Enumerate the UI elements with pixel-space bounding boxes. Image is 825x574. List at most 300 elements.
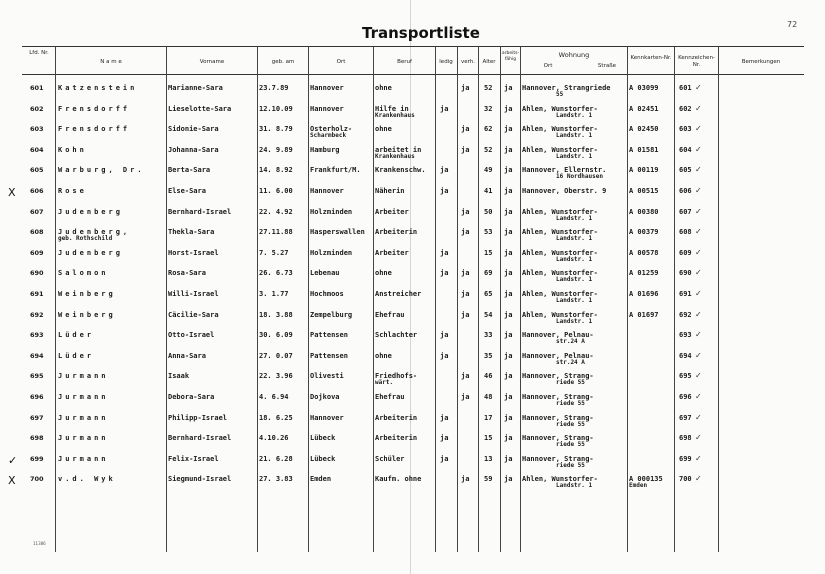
given-name-cell: Thekla-Sara bbox=[168, 228, 215, 237]
mark-number-cell: 693 bbox=[679, 331, 692, 340]
mark-number-cell: 608 bbox=[679, 228, 692, 237]
birth-place-cell: Holzminden bbox=[310, 248, 353, 257]
occupation-cell: Anstreicher bbox=[375, 290, 422, 298]
table-row bbox=[0, 350, 825, 370]
occupation-cell: Arbeiterin bbox=[375, 228, 418, 237]
check-mark-icon: ✓ bbox=[695, 228, 702, 237]
age-cell: 52 bbox=[484, 84, 493, 92]
header-wohnung: Wohnung bbox=[558, 51, 590, 59]
birth-place-cell: Holzminden bbox=[310, 207, 353, 216]
row-number: 697 bbox=[30, 413, 44, 422]
page-number: 72 bbox=[787, 20, 798, 29]
birth-place-cell: Pattensen bbox=[310, 331, 348, 340]
residence-line2-cell: riede 55 bbox=[556, 461, 585, 469]
residence-cell: Ahlen, Wunstorfer- bbox=[522, 104, 598, 113]
check-mark-icon: ✓ bbox=[695, 413, 702, 422]
birth-place-cell: Hannover bbox=[310, 187, 344, 195]
residence-cell: Ahlen, Wunstorfer- bbox=[522, 269, 598, 278]
table-row bbox=[0, 267, 825, 287]
id-card-cell: A 01259 bbox=[629, 269, 659, 278]
surname-cell: Warburg, Dr. bbox=[58, 166, 145, 175]
surname-cell: Judenberg, bbox=[58, 228, 131, 237]
occupation-cell: arbeitet in bbox=[375, 145, 422, 154]
residence-cell: Hannover, Pelnau- bbox=[522, 331, 594, 340]
residence-line2-cell: Landstr. 1 bbox=[556, 132, 593, 140]
birth-place-cell: Olivesti bbox=[310, 372, 344, 381]
age-cell: 17 bbox=[484, 413, 493, 422]
surname-cell: Lüder bbox=[58, 351, 95, 360]
married-cell: ja bbox=[461, 207, 470, 216]
fit-for-work-cell: ja bbox=[504, 125, 513, 134]
occupation-cell: Arbeiter bbox=[375, 207, 409, 216]
given-name-cell: Cäcilie-Sara bbox=[168, 310, 219, 319]
residence-cell: Ahlen, Wunstorfer- bbox=[522, 248, 598, 257]
surname-cell: Weinberg bbox=[58, 310, 116, 319]
age-cell: 41 bbox=[484, 187, 493, 195]
check-mark-icon: ✓ bbox=[695, 145, 702, 154]
given-name-cell: Isaak bbox=[168, 372, 190, 381]
birth-place-cell: Lebenau bbox=[310, 269, 340, 278]
occupation-cell: Schlachter bbox=[375, 331, 418, 340]
residence-cell: Hannover, Strang- bbox=[522, 454, 594, 463]
age-cell: 35 bbox=[484, 351, 493, 360]
residence-line2-cell: Landstr. 1 bbox=[556, 297, 593, 304]
age-cell: 46 bbox=[484, 372, 493, 381]
married-cell: ja bbox=[461, 125, 470, 134]
surname-cell: Salomon bbox=[58, 269, 109, 278]
check-mark-icon: ✓ bbox=[695, 434, 702, 443]
row-number: 601 bbox=[30, 84, 44, 92]
residence-cell: Hannover, Oberstr. 9 bbox=[522, 187, 607, 195]
mark-number-cell: 609 bbox=[679, 248, 692, 257]
residence-line2-cell: str.24 A bbox=[556, 338, 585, 346]
fit-for-work-cell: ja bbox=[504, 413, 513, 422]
occupation-line2-cell: Krankenhaus bbox=[375, 152, 415, 160]
id-card-cell: A 00515 bbox=[629, 187, 659, 195]
age-cell: 62 bbox=[484, 125, 493, 134]
occupation-cell: Ehefrau bbox=[375, 310, 405, 319]
id-card-cell: A 01697 bbox=[629, 310, 659, 319]
header-arbeitsfaehig: arbeits-fähig bbox=[501, 51, 520, 62]
mark-number-cell: 700 bbox=[679, 475, 692, 484]
age-cell: 50 bbox=[484, 207, 493, 216]
mark-number-cell: 605 bbox=[679, 166, 692, 175]
check-mark-icon: ✓ bbox=[695, 454, 702, 463]
age-cell: 65 bbox=[484, 290, 493, 298]
check-mark-icon: ✓ bbox=[695, 475, 702, 484]
fit-for-work-cell: ja bbox=[504, 207, 513, 216]
row-number: 605 bbox=[30, 166, 44, 175]
margin-mark-icon: X bbox=[8, 186, 16, 199]
age-cell: 69 bbox=[484, 269, 493, 278]
birth-date-cell: 24. 9.89 bbox=[259, 145, 293, 154]
married-cell: ja bbox=[461, 310, 470, 319]
residence-cell: Ahlen, Wunstorfer- bbox=[522, 228, 598, 237]
residence-cell: Ahlen, Wunstorfer- bbox=[522, 475, 598, 484]
given-name-cell: Siegmund-Israel bbox=[168, 475, 232, 484]
check-mark-icon: ✓ bbox=[695, 166, 702, 175]
mark-number-cell: 604 bbox=[679, 145, 692, 154]
birth-place-cell: Pattensen bbox=[310, 351, 348, 360]
residence-cell: Hannover, Strang- bbox=[522, 372, 594, 381]
mark-number-cell: 690 bbox=[679, 269, 692, 278]
given-name-cell: Bernhard-Israel bbox=[168, 207, 232, 216]
age-cell: 49 bbox=[484, 166, 493, 175]
residence-cell: Ahlen, Wunstorfer- bbox=[522, 125, 598, 134]
page-title: Transportliste bbox=[362, 24, 480, 42]
residence-cell: Hannover, Strangriede bbox=[522, 84, 611, 92]
header-bemerkungen: Bemerkungen bbox=[741, 59, 781, 65]
occupation-cell: Schüler bbox=[375, 454, 405, 463]
birth-date-cell: 23.7.89 bbox=[259, 84, 289, 92]
birth-date-cell: 31. 8.79 bbox=[259, 125, 293, 134]
given-name-cell: Johanna-Sara bbox=[168, 145, 219, 154]
birth-date-cell: 21. 6.28 bbox=[259, 454, 293, 463]
mark-number-cell: 601 bbox=[679, 84, 692, 92]
header-name: N a m e bbox=[100, 59, 122, 65]
surname-cell: Frensdorff bbox=[58, 125, 131, 134]
fit-for-work-cell: ja bbox=[504, 104, 513, 113]
header-ort: Ort bbox=[336, 59, 346, 65]
birth-place-cell: Frankfurt/M. bbox=[310, 166, 361, 175]
table-row bbox=[0, 288, 825, 308]
mark-number-cell: 603 bbox=[679, 125, 692, 134]
mark-number-cell: 697 bbox=[679, 413, 692, 422]
id-card-cell: A 00119 bbox=[629, 166, 659, 175]
residence-line2-cell: 55 bbox=[556, 91, 564, 98]
birth-date-cell: 4. 6.94 bbox=[259, 393, 289, 401]
single-cell: ja bbox=[440, 248, 449, 257]
mark-number-cell: 699 bbox=[679, 454, 692, 463]
row-number: 608 bbox=[30, 228, 44, 237]
check-mark-icon: ✓ bbox=[695, 290, 702, 298]
form-number: 11386 bbox=[33, 541, 46, 546]
occupation-cell: Kaufm. ohne bbox=[375, 475, 422, 484]
birth-date-cell: 18. 6.25 bbox=[259, 413, 293, 422]
fit-for-work-cell: ja bbox=[504, 248, 513, 257]
surname-cell: Weinberg bbox=[58, 290, 116, 298]
surname-note-cell: geb. Rothschild bbox=[58, 235, 113, 243]
check-mark-icon: ✓ bbox=[695, 84, 702, 92]
table-row bbox=[0, 82, 825, 102]
row-number: 602 bbox=[30, 104, 44, 113]
id-card-cell: A 02450 bbox=[629, 125, 659, 134]
surname-cell: Judenberg bbox=[58, 207, 123, 216]
fit-for-work-cell: ja bbox=[504, 393, 513, 401]
birth-date-cell: 27. 3.83 bbox=[259, 475, 293, 484]
single-cell: ja bbox=[440, 331, 449, 340]
fit-for-work-cell: ja bbox=[504, 166, 513, 175]
surname-cell: Rose bbox=[58, 187, 87, 195]
fit-for-work-cell: ja bbox=[504, 351, 513, 360]
table-row bbox=[0, 164, 825, 184]
id-card-cell: A 01581 bbox=[629, 145, 659, 154]
occupation-cell: Arbeiterin bbox=[375, 413, 418, 422]
birth-date-cell: 26. 6.73 bbox=[259, 269, 293, 278]
surname-cell: Judenberg bbox=[58, 248, 123, 257]
occupation-cell: Hilfe in bbox=[375, 104, 409, 113]
residence-line2-cell: riede 55 bbox=[556, 420, 585, 428]
fit-for-work-cell: ja bbox=[504, 145, 513, 154]
given-name-cell: Bernhard-Israel bbox=[168, 434, 232, 443]
birth-place-cell: Hannover bbox=[310, 84, 344, 92]
residence-line2-cell: riede 55 bbox=[556, 441, 585, 449]
single-cell: ja bbox=[440, 454, 449, 463]
birth-place-cell: Dojkova bbox=[310, 393, 340, 401]
occupation-cell: ohne bbox=[375, 351, 392, 360]
header-geb-am: geb. am bbox=[271, 59, 295, 65]
single-cell: ja bbox=[440, 104, 449, 113]
fit-for-work-cell: ja bbox=[504, 269, 513, 278]
surname-cell: Jurmann bbox=[58, 372, 109, 381]
table-row bbox=[0, 206, 825, 226]
margin-mark-icon: ✓ bbox=[8, 453, 18, 467]
age-cell: 59 bbox=[484, 475, 493, 484]
occupation-cell: Näherin bbox=[375, 187, 405, 195]
table-row bbox=[0, 247, 825, 267]
birth-place-cell: Hannover bbox=[310, 413, 344, 422]
birth-date-cell: 27. 0.07 bbox=[259, 351, 293, 360]
birth-date-cell: 27.11.88 bbox=[259, 228, 293, 237]
row-number: 690 bbox=[30, 269, 44, 278]
birth-place-cell: Hannover bbox=[310, 104, 344, 113]
given-name-cell: Willi-Israel bbox=[168, 290, 219, 298]
check-mark-icon: ✓ bbox=[695, 187, 702, 195]
birth-date-cell: 3. 1.77 bbox=[259, 290, 289, 298]
header-beruf: Beruf bbox=[397, 59, 412, 65]
married-cell: ja bbox=[461, 145, 470, 154]
check-mark-icon: ✓ bbox=[695, 393, 702, 401]
row-number: 696 bbox=[30, 393, 44, 401]
surname-cell: Jurmann bbox=[58, 393, 109, 401]
fit-for-work-cell: ja bbox=[504, 290, 513, 298]
table-row bbox=[0, 473, 825, 493]
given-name-cell: Otto-Israel bbox=[168, 331, 215, 340]
residence-cell: Ahlen, Wunstorfer- bbox=[522, 290, 598, 298]
table-row bbox=[0, 123, 825, 143]
given-name-cell: Philipp-Israel bbox=[168, 413, 228, 422]
surname-cell: v.d. Wyk bbox=[58, 475, 116, 484]
residence-line2-cell: riede 55 bbox=[556, 379, 585, 387]
mark-number-cell: 694 bbox=[679, 351, 692, 360]
header-vorname: Vorname bbox=[199, 59, 225, 65]
row-number: 695 bbox=[30, 372, 44, 381]
residence-cell: Hannover, Strang- bbox=[522, 413, 594, 422]
row-number: 607 bbox=[30, 207, 44, 216]
mark-number-cell: 602 bbox=[679, 104, 692, 113]
given-name-cell: Marianne-Sara bbox=[168, 84, 223, 92]
check-mark-icon: ✓ bbox=[695, 372, 702, 381]
occupation-cell: Ehefrau bbox=[375, 393, 405, 401]
row-number: 692 bbox=[30, 310, 44, 319]
check-mark-icon: ✓ bbox=[695, 269, 702, 278]
birth-date-cell: 14. 8.92 bbox=[259, 166, 293, 175]
row-number: 603 bbox=[30, 125, 44, 134]
single-cell: ja bbox=[440, 413, 449, 422]
header-alter: Alter bbox=[482, 59, 496, 65]
single-cell: ja bbox=[440, 166, 449, 175]
fit-for-work-cell: ja bbox=[504, 310, 513, 319]
check-mark-icon: ✓ bbox=[695, 248, 702, 257]
surname-cell: Lüder bbox=[58, 331, 95, 340]
age-cell: 53 bbox=[484, 228, 493, 237]
check-mark-icon: ✓ bbox=[695, 207, 702, 216]
birth-place-cell: Lübeck bbox=[310, 434, 336, 443]
birth-date-cell: 11. 6.00 bbox=[259, 187, 293, 195]
id-card-cell: A 02451 bbox=[629, 104, 659, 113]
surname-cell: Frensdorff bbox=[58, 104, 131, 113]
married-cell: ja bbox=[461, 228, 470, 237]
birth-place-cell: Emden bbox=[310, 475, 332, 484]
residence-line2-cell: Landstr. 1 bbox=[556, 152, 593, 160]
birth-place-cell: Hasperswallen bbox=[310, 228, 365, 237]
residence-line2-cell: Landstr. 1 bbox=[556, 255, 593, 263]
table-row bbox=[0, 432, 825, 452]
surname-cell: Kohn bbox=[58, 145, 87, 154]
residence-line2-cell: Landstr. 1 bbox=[556, 317, 593, 325]
row-number: 699 bbox=[30, 454, 44, 463]
married-cell: ja bbox=[461, 269, 470, 278]
residence-cell: Hannover, Strang- bbox=[522, 434, 594, 443]
residence-cell: Hannover, Strang- bbox=[522, 393, 594, 401]
birth-date-cell: 12.10.09 bbox=[259, 104, 293, 113]
table-row bbox=[0, 370, 825, 390]
row-number: 693 bbox=[30, 331, 44, 340]
id-card-line2-cell: Emden bbox=[629, 482, 648, 490]
birth-date-cell: 30. 6.09 bbox=[259, 331, 293, 340]
table-row bbox=[0, 226, 825, 246]
given-name-cell: Felix-Israel bbox=[168, 454, 219, 463]
age-cell: 13 bbox=[484, 454, 493, 463]
id-card-cell: A 01696 bbox=[629, 290, 659, 298]
header-kennzeichen: Kennzeichen-Nr. bbox=[678, 55, 715, 68]
table-row bbox=[0, 309, 825, 329]
occupation-cell: ohne bbox=[375, 125, 392, 134]
age-cell: 52 bbox=[484, 145, 493, 154]
row-number: 609 bbox=[30, 248, 44, 257]
residence-line2-cell: Landstr. 1 bbox=[556, 111, 593, 119]
id-card-cell: A 00379 bbox=[629, 228, 659, 237]
row-number: 604 bbox=[30, 145, 44, 154]
check-mark-icon: ✓ bbox=[695, 104, 702, 113]
residence-cell: Ahlen, Wunstorfer- bbox=[522, 310, 598, 319]
occupation-cell: Arbeiter bbox=[375, 248, 409, 257]
age-cell: 48 bbox=[484, 393, 493, 401]
occupation-cell: ohne bbox=[375, 269, 392, 278]
mark-number-cell: 606 bbox=[679, 187, 692, 195]
header-kennkarte: Kennkarten-Nr. bbox=[630, 55, 672, 61]
table-row bbox=[0, 144, 825, 164]
married-cell: ja bbox=[461, 393, 470, 401]
given-name-cell: Else-Sara bbox=[168, 187, 206, 195]
given-name-cell: Rosa-Sara bbox=[168, 269, 206, 278]
surname-cell: Jurmann bbox=[58, 434, 109, 443]
birth-date-cell: 22. 4.92 bbox=[259, 207, 293, 216]
given-name-cell: Horst-Israel bbox=[168, 248, 219, 257]
fit-for-work-cell: ja bbox=[504, 187, 513, 195]
residence-line2-cell: 16 Nordhausen bbox=[556, 173, 603, 181]
surname-cell: Jurmann bbox=[58, 454, 109, 463]
fit-for-work-cell: ja bbox=[504, 475, 513, 484]
residence-line2-cell: Landstr. 1 bbox=[556, 482, 593, 490]
fit-for-work-cell: ja bbox=[504, 84, 513, 92]
occupation-cell: Krankenschw. bbox=[375, 166, 426, 175]
margin-mark-icon: X bbox=[8, 474, 16, 488]
residence-cell: Ahlen, Wunstorfer- bbox=[522, 207, 598, 216]
header-lfd-nr: Lfd. Nr. bbox=[29, 50, 49, 56]
age-cell: 32 bbox=[484, 104, 493, 113]
single-cell: ja bbox=[440, 351, 449, 360]
given-name-cell: Lieselotte-Sara bbox=[168, 104, 232, 113]
id-card-cell: A 000135 bbox=[629, 475, 663, 484]
row-number: 700 bbox=[30, 475, 44, 484]
check-mark-icon: ✓ bbox=[695, 331, 702, 340]
row-number: 691 bbox=[30, 290, 44, 298]
occupation-line2-cell: Krankenhaus bbox=[375, 111, 415, 119]
surname-cell: Katzenstein bbox=[58, 84, 138, 92]
married-cell: ja bbox=[461, 84, 470, 92]
single-cell: ja bbox=[440, 187, 449, 195]
header-verh: verh. bbox=[460, 59, 476, 65]
residence-line2-cell: str.24 A bbox=[556, 358, 585, 366]
age-cell: 33 bbox=[484, 331, 493, 340]
mark-number-cell: 607 bbox=[679, 207, 692, 216]
row-number: 694 bbox=[30, 351, 44, 360]
fit-for-work-cell: ja bbox=[504, 331, 513, 340]
given-name-cell: Debora-Sara bbox=[168, 393, 215, 401]
occupation-line2-cell: wärt. bbox=[375, 379, 394, 387]
mark-number-cell: 698 bbox=[679, 434, 692, 443]
birth-date-cell: 18. 3.88 bbox=[259, 310, 293, 319]
table-row bbox=[0, 453, 825, 473]
married-cell: ja bbox=[461, 290, 470, 298]
mark-number-cell: 692 bbox=[679, 310, 692, 319]
single-cell: ja bbox=[440, 269, 449, 278]
table-row bbox=[0, 329, 825, 349]
birth-date-cell: 7. 5.27 bbox=[259, 248, 289, 257]
mark-number-cell: 691 bbox=[679, 290, 692, 298]
id-card-cell: A 00380 bbox=[629, 207, 659, 216]
check-mark-icon: ✓ bbox=[695, 125, 702, 134]
birth-date-cell: 4.10.26 bbox=[259, 434, 289, 443]
id-card-cell: A 00578 bbox=[629, 248, 659, 257]
residence-line2-cell: Landstr. 1 bbox=[556, 235, 593, 243]
birth-place-line2-cell: Scharmbeck bbox=[310, 132, 347, 140]
table-row bbox=[0, 185, 825, 205]
married-cell: ja bbox=[461, 475, 470, 484]
occupation-cell: Arbeiterin bbox=[375, 434, 418, 443]
birth-place-cell: Lübeck bbox=[310, 454, 336, 463]
id-card-cell: A 03099 bbox=[629, 84, 659, 92]
birth-place-cell: Hochmoos bbox=[310, 290, 344, 298]
header-wohnung-strasse: Straße bbox=[597, 63, 617, 69]
residence-cell: Hannover, Ellernstr. bbox=[522, 166, 607, 175]
surname-cell: Jurmann bbox=[58, 413, 109, 422]
header-rule bbox=[22, 74, 804, 75]
header-wohnung-ort: Ort bbox=[543, 63, 553, 69]
header-ledig: ledig bbox=[439, 59, 453, 65]
given-name-cell: Sidonie-Sara bbox=[168, 125, 219, 134]
fit-for-work-cell: ja bbox=[504, 434, 513, 443]
residence-cell: Hannover, Pelnau- bbox=[522, 351, 594, 360]
check-mark-icon: ✓ bbox=[695, 310, 702, 319]
birth-place-cell: Zempelburg bbox=[310, 310, 353, 319]
given-name-cell: Berta-Sara bbox=[168, 166, 211, 175]
age-cell: 15 bbox=[484, 434, 493, 443]
residence-line2-cell: riede 55 bbox=[556, 400, 585, 407]
table-row bbox=[0, 103, 825, 123]
single-cell: ja bbox=[440, 434, 449, 443]
